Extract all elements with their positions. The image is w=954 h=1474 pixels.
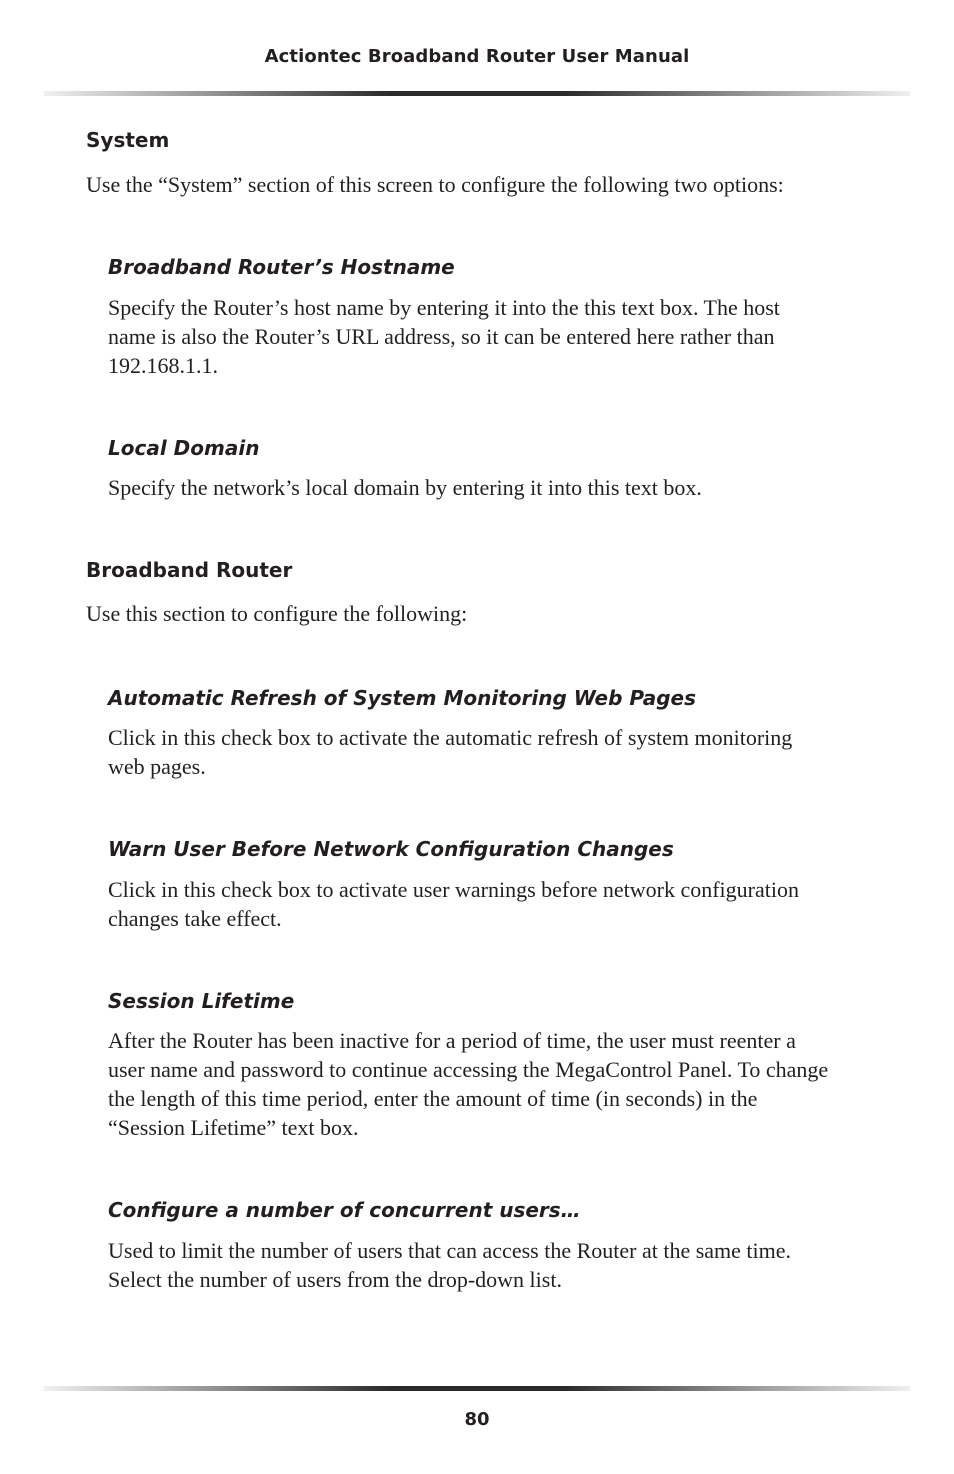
section-intro-system: Use the “System” section of this screen to configure the following two options: — [86, 172, 784, 197]
paragraph-line: After the Router has been inactive for a period of time, the user must reenter a — [108, 1028, 796, 1053]
subheading-session-lifetime: Session Lifetime — [108, 989, 295, 1013]
page-header-title: Actiontec Broadband Router User Manual — [264, 46, 690, 67]
paragraph-line: 192.168.1.1. — [108, 353, 218, 378]
paragraph-line: the length of this time period, enter the amount of time (in seconds) in the — [108, 1086, 758, 1111]
subheading-local-domain: Local Domain — [108, 436, 260, 460]
paragraph-concurrent-users — [108, 1236, 866, 1294]
paragraph-line: name is also the Router’s URL address, so it can be entered here rather than — [108, 324, 775, 349]
paragraph-line: Specify the Router’s host name by entering it into the this text box. The host — [108, 295, 780, 320]
paragraph-line: “Session Lifetime” text box. — [108, 1115, 359, 1140]
paragraph-line: web pages. — [108, 754, 206, 779]
subheading-warn-user: Warn User Before Network Configuration Changes — [108, 837, 674, 861]
paragraph-line: user name and password to continue accessing the MegaControl Panel. To change — [108, 1057, 829, 1082]
paragraph-line: changes take effect. — [108, 906, 282, 931]
paragraph-hostname — [108, 293, 866, 380]
paragraph-session-lifetime — [108, 1026, 866, 1142]
header-divider — [44, 91, 910, 96]
subheading-hostname: Broadband Router’s Hostname — [108, 255, 455, 279]
paragraph-local-domain — [108, 473, 866, 502]
subheading-concurrent-users: Configure a number of concurrent users… — [108, 1198, 581, 1222]
subheading-automatic-refresh: Automatic Refresh of System Monitoring Web Pages — [108, 686, 697, 710]
paragraph-warn-user — [108, 875, 866, 933]
paragraph-automatic-refresh — [108, 723, 866, 781]
section-heading-broadband-router: Broadband Router — [86, 558, 293, 582]
section-intro-broadband-router: Use this section to configure the following: — [86, 601, 468, 626]
page-number: 80 — [464, 1409, 490, 1430]
paragraph-line: Used to limit the number of users that can access the Router at the same time. — [108, 1238, 792, 1263]
paragraph-line: Click in this check box to activate user warnings before network configuration — [108, 877, 799, 902]
paragraph-line: Click in this check box to activate the automatic refresh of system monitoring — [108, 725, 793, 750]
footer-divider — [44, 1386, 910, 1391]
paragraph-line: Select the number of users from the drop-down list. — [108, 1267, 562, 1292]
section-heading-system: System — [86, 128, 170, 152]
paragraph-line: Specify the network’s local domain by entering it into this text box. — [108, 475, 702, 500]
